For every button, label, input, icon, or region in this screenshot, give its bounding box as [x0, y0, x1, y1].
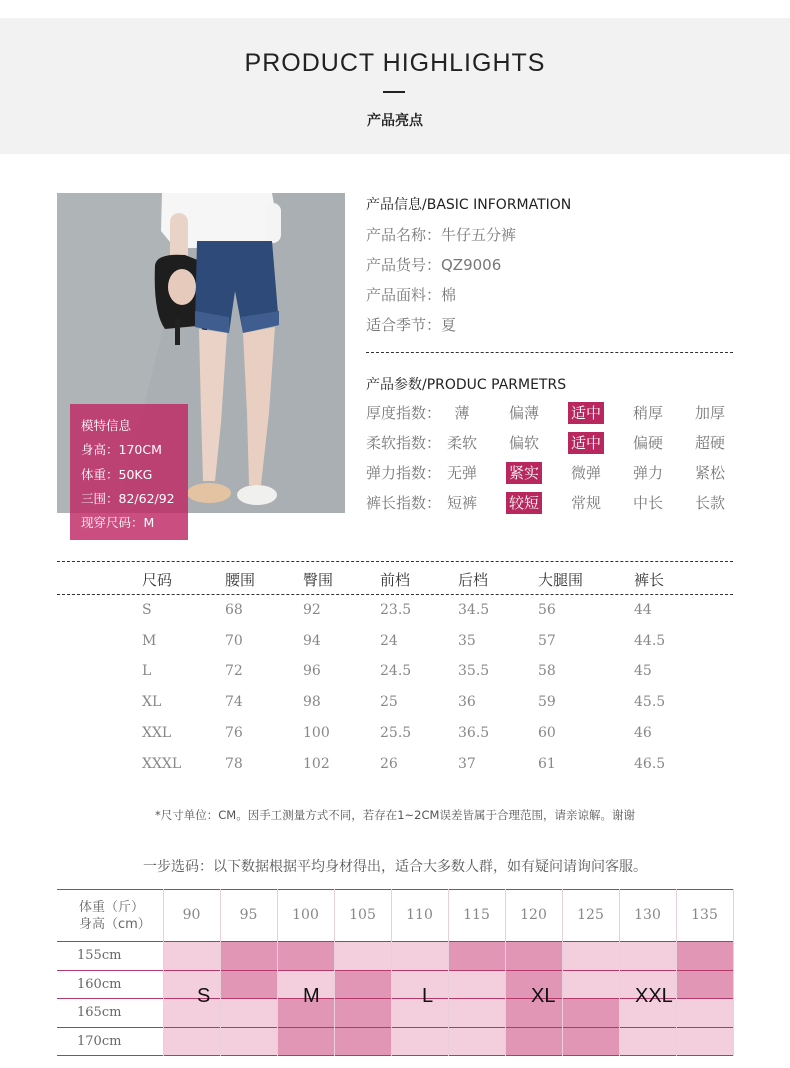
weight-header: 115 [463, 907, 490, 923]
size-row-label: XXL [142, 724, 172, 741]
size-guide-cell [163, 941, 220, 970]
size-row-label: XL [142, 694, 162, 711]
size-table-cell: 100 [303, 724, 330, 741]
param-option: 微弹 [570, 464, 601, 482]
model-height: 身高：170CM [81, 442, 162, 458]
size-guide-cell [448, 1027, 505, 1056]
size-table-cell: 94 [303, 632, 321, 649]
size-table-cell: 56 [538, 602, 556, 618]
size-guide-cell [220, 1027, 277, 1056]
info-divider [366, 352, 733, 353]
size-guide-cell [562, 970, 619, 999]
param-option: 超硬 [694, 434, 725, 452]
size-table-cell: 78 [225, 755, 243, 772]
size-table-cell: 44.5 [634, 632, 666, 649]
size-table-cell: 46 [634, 724, 652, 741]
size-table-cell: 96 [303, 663, 321, 680]
size-guide-cell [676, 970, 733, 999]
size-table-header-line [57, 594, 733, 595]
size-guide-cell [391, 998, 448, 1027]
grid-line [57, 889, 733, 890]
size-table-cell: 36.5 [458, 724, 490, 741]
size-table-cell: 24 [380, 632, 398, 649]
size-column-header: 前档 [380, 571, 411, 589]
height-label: 170cm [77, 1034, 122, 1050]
size-table-cell: 23.5 [380, 602, 412, 618]
size-table-cell: 59 [538, 694, 556, 711]
grid-line [57, 970, 733, 971]
product-season: 适合季节：夏 [366, 316, 457, 334]
size-guide-cell [448, 970, 505, 999]
param-option: 偏软 [508, 434, 539, 452]
param-option: 长款 [694, 494, 725, 512]
size-guide-cell [277, 1027, 334, 1056]
param-option: 无弹 [446, 464, 477, 482]
size-guide-letter: L [422, 985, 434, 1007]
size-table-cell: 46.5 [634, 755, 666, 772]
size-guide-cell [220, 998, 277, 1027]
size-guide-cell [391, 970, 448, 999]
size-guide-cell [391, 1027, 448, 1056]
highlights-banner [0, 18, 790, 154]
model-info-title: 模特信息 [81, 418, 132, 433]
size-table-cell: 24.5 [380, 663, 412, 680]
size-table-cell: 72 [225, 663, 243, 680]
size-column-header: 臀围 [303, 571, 334, 589]
grid-column-line [334, 889, 335, 1056]
size-table-cell: 35 [458, 632, 476, 649]
size-table-cell: 45.5 [634, 694, 666, 711]
param-option: 偏薄 [508, 404, 539, 422]
weight-header: 110 [406, 907, 433, 923]
param-option: 偏硬 [632, 434, 663, 452]
size-table-cell: 26 [380, 755, 398, 772]
grid-line [57, 1055, 733, 1056]
size-guide-cell [163, 970, 220, 999]
size-guide-cell [163, 998, 220, 1027]
weight-header: 105 [349, 907, 376, 923]
size-guide-cell [220, 941, 277, 970]
size-guide-cell [505, 941, 562, 970]
size-column-header: 尺码 [142, 571, 173, 589]
grid-column-line [448, 889, 449, 1056]
size-row-label: M [142, 632, 157, 649]
grid-line [57, 998, 733, 999]
model-info-card [70, 404, 188, 540]
param-label: 厚度指数： [366, 404, 442, 422]
param-label: 柔软指数： [366, 434, 442, 452]
size-table-top-line [57, 561, 733, 562]
size-guide-letter: XXL [635, 985, 673, 1007]
size-table-cell: 102 [303, 755, 330, 772]
product-sku: 产品货号：QZ9006 [366, 256, 502, 274]
weight-header: 125 [577, 907, 604, 923]
height-label: 165cm [77, 1005, 122, 1021]
grid-corner-height: 身高（cm） [79, 917, 151, 932]
size-table-cell: 60 [538, 724, 556, 741]
param-option-selected: 适中 [568, 402, 604, 424]
size-table-cell: 25.5 [380, 724, 412, 741]
param-option: 加厚 [694, 404, 725, 422]
size-table-cell: 35.5 [458, 663, 490, 680]
size-column-header: 裤长 [634, 571, 665, 589]
grid-corner-label [79, 899, 151, 933]
param-option: 薄 [454, 404, 470, 422]
size-guide-cell [505, 1027, 562, 1056]
unit-note: *尺寸单位：CM。因手工测量方式不同，若存在1~2CM误差皆属于合理范围，请亲谅解。谢谢 [155, 808, 635, 822]
page-subtitle: 产品亮点 [367, 113, 423, 129]
grid-line [57, 941, 733, 942]
size-guide-cell [277, 941, 334, 970]
product-name: 产品名称：牛仔五分裤 [366, 226, 517, 244]
grid-column-line [163, 889, 164, 1056]
size-table-cell: 58 [538, 663, 556, 680]
page-title: PRODUCT HIGHLIGHTS [244, 49, 546, 77]
grid-column-line [220, 889, 221, 1056]
size-guide-cell [163, 1027, 220, 1056]
param-option-selected: 适中 [568, 432, 604, 454]
grid-column-line [505, 889, 506, 1056]
param-label: 裤长指数： [366, 494, 442, 512]
size-guide-grid [57, 889, 733, 1056]
grid-column-line [619, 889, 620, 1056]
param-label: 弹力指数： [366, 464, 442, 482]
size-guide-cell [448, 998, 505, 1027]
param-option: 柔软 [446, 434, 477, 452]
size-guide-cell [334, 970, 391, 999]
model-size: 现穿尺码：M [81, 515, 155, 531]
size-table-cell: 25 [380, 694, 398, 711]
weight-header: 100 [292, 907, 319, 923]
size-guide-letter: XL [531, 985, 556, 1007]
param-option-selected: 紧实 [506, 462, 542, 484]
size-guide-cell [562, 1027, 619, 1056]
size-table-cell: 44 [634, 602, 652, 618]
size-table-cell: 92 [303, 602, 321, 618]
grid-column-line [676, 889, 677, 1056]
grid-column-line [733, 889, 734, 1056]
size-guide-cell [334, 998, 391, 1027]
size-table-cell: 45 [634, 663, 652, 680]
model-measurements: 三围：82/62/92 [81, 490, 175, 506]
size-row-label: L [142, 663, 152, 680]
param-option: 常规 [570, 494, 601, 512]
size-table-cell: 76 [225, 724, 243, 741]
param-option: 稍厚 [632, 404, 663, 422]
basic-info-heading: 产品信息/BASIC INFORMATION [366, 197, 572, 213]
size-guide-cell [562, 941, 619, 970]
grid-line [57, 1027, 733, 1028]
param-option: 紧松 [694, 464, 725, 482]
size-table-cell: 57 [538, 632, 556, 649]
size-table-cell: 37 [458, 755, 476, 772]
weight-header: 135 [691, 907, 718, 923]
height-label: 160cm [77, 976, 122, 992]
param-option: 短裤 [446, 494, 477, 512]
size-table-cell: 34.5 [458, 602, 490, 618]
size-guide-cell [619, 1027, 676, 1056]
weight-header: 130 [634, 907, 661, 923]
height-label: 155cm [77, 948, 122, 963]
size-table-cell: 36 [458, 694, 476, 711]
product-fabric: 产品面料：棉 [366, 286, 457, 304]
param-option-selected: 较短 [506, 492, 542, 514]
size-guide-cell [619, 941, 676, 970]
param-option: 弹力 [632, 464, 663, 482]
size-guide-cell [220, 970, 277, 999]
grid-column-line [391, 889, 392, 1056]
size-guide-letter: S [197, 985, 211, 1007]
size-table-cell: 74 [225, 694, 243, 711]
weight-header: 95 [239, 907, 258, 923]
size-guide-cell [448, 941, 505, 970]
size-guide-cell [676, 941, 733, 970]
grid-column-line [277, 889, 278, 1056]
size-table-cell: 61 [538, 755, 556, 772]
size-row-label: S [142, 602, 152, 618]
size-table-cell: 68 [225, 602, 243, 618]
param-option: 中长 [632, 494, 663, 512]
size-guide-cell [334, 941, 391, 970]
size-column-header: 腰围 [225, 571, 256, 589]
size-table-cell: 98 [303, 694, 321, 711]
grid-column-line [562, 889, 563, 1056]
weight-header: 120 [520, 907, 547, 923]
size-guide-cell [334, 1027, 391, 1056]
size-column-header: 后档 [458, 571, 489, 589]
model-weight: 体重：50KG [81, 466, 153, 482]
size-guide-note: 一步选码：以下数据根据平均身材得出，适合大多数人群，如有疑问请询问客服。 [143, 859, 647, 875]
size-guide-letter: M [303, 985, 320, 1007]
grid-corner-weight: 体重（斤） [79, 900, 145, 915]
size-column-header: 大腿围 [538, 571, 584, 589]
size-guide-cell [391, 941, 448, 970]
size-guide-cell [676, 1027, 733, 1056]
size-guide-cell [676, 998, 733, 1027]
size-row-label: XXXL [142, 755, 182, 772]
params-heading: 产品参数/PRODUC PARMETRS [366, 377, 567, 393]
size-guide-cell [562, 998, 619, 1027]
title-divider [383, 91, 405, 93]
size-table-cell: 70 [225, 632, 243, 649]
weight-header: 90 [182, 907, 201, 923]
